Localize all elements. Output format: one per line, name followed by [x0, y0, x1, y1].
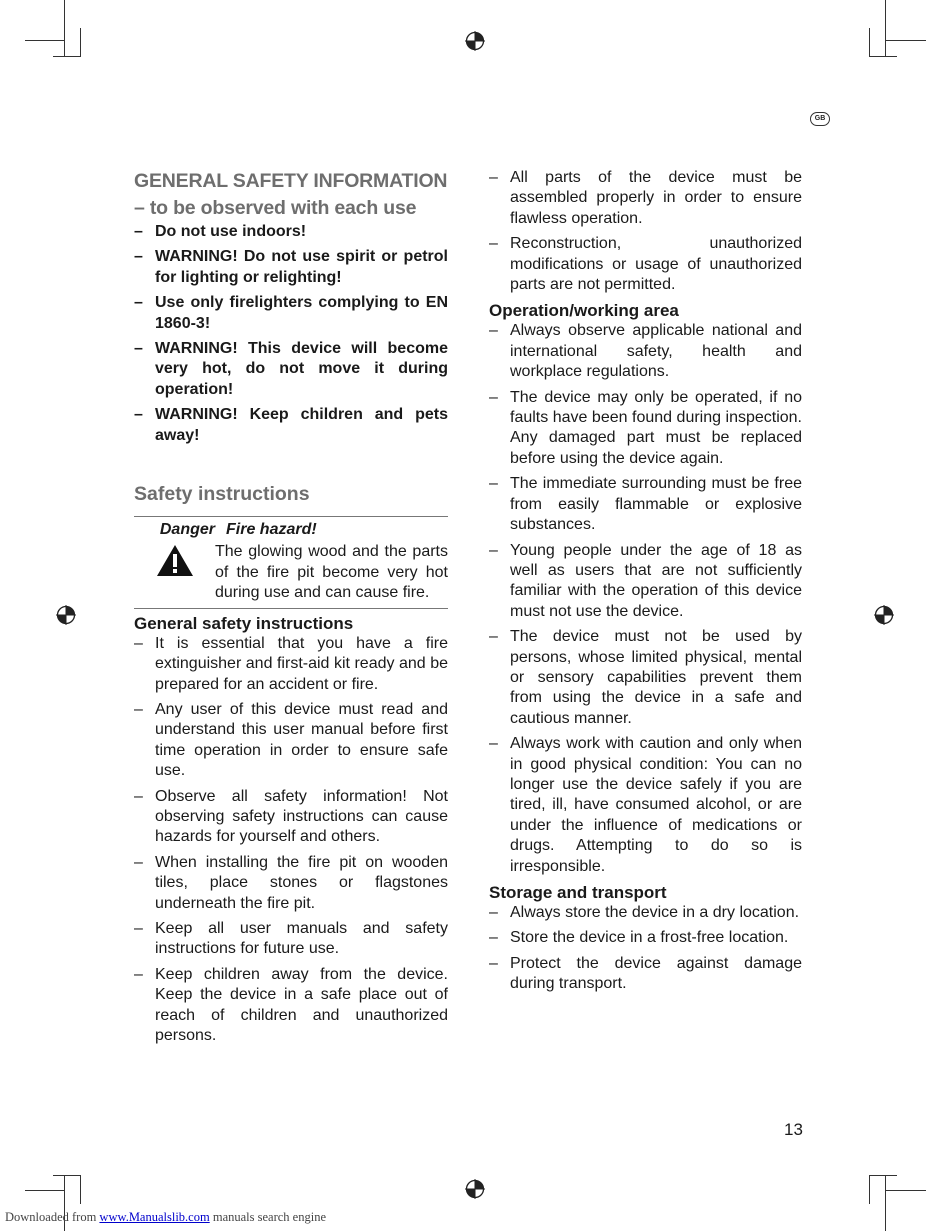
list-item: – Do not use indoors!: [134, 223, 307, 240]
registration-mark-icon: [465, 31, 485, 51]
operation-heading: Operation/working area: [489, 301, 679, 321]
crop-mark: [885, 1175, 886, 1231]
list-item: – When installing the fire pit on wooden tiles, place stones or flagstones underneath the fire pit.: [134, 853, 448, 912]
download-footer: [5, 1210, 326, 1225]
list-item: – Keep all user manuals and safety instructions for future use.: [134, 919, 448, 958]
footer-suffix: manuals search engine: [212, 1210, 326, 1224]
list-item: – The device must not be used by persons, whose limited physical, mental or sensory capabilities prevent them from using the device in a safe and cautious manner.: [489, 628, 802, 727]
list-item: – WARNING! This device will become very hot, do not move it during operation!: [134, 340, 448, 398]
crop-mark: [869, 28, 870, 57]
language-badge: GB: [810, 112, 830, 126]
crop-mark: [885, 0, 886, 57]
crop-mark: [64, 0, 65, 57]
crop-mark: [886, 1190, 926, 1191]
crop-mark: [80, 1175, 81, 1204]
list-item: – Observe all safety information! Not observing safety instructions can cause hazards for yourself and others.: [134, 787, 448, 846]
list-item: – Keep children away from the device. Keep the device in a safe place out of reach of children and unauthorized persons.: [134, 965, 448, 1044]
crop-mark: [53, 1175, 81, 1176]
section-title: [134, 168, 448, 222]
registration-mark-icon: [874, 605, 894, 625]
crop-mark: [25, 1190, 65, 1191]
storage-list: [489, 903, 802, 995]
danger-text: The glowing wood and the parts of the fire pit become very hot during use and can cause fire.: [215, 543, 448, 602]
list-item: – Always store the device in a dry location.: [489, 904, 800, 921]
crop-mark: [80, 28, 81, 57]
safety-instructions-heading: Safety instructions: [134, 483, 310, 506]
list-item: – All parts of the device must be assembled properly in order to ensure flawless operation.: [489, 169, 802, 227]
operation-list: [489, 321, 802, 877]
list-item: – Reconstruction, unauthorized modifications or usage of unauthorized parts are not permitted.: [489, 235, 802, 294]
general-safety-list: [134, 634, 448, 1047]
danger-title: Fire hazard!: [226, 521, 317, 539]
crop-mark: [869, 1175, 897, 1176]
list-item: – WARNING! Do not use spirit or petrol for lighting or relighting!: [134, 248, 448, 286]
assembly-list: [489, 168, 802, 295]
crop-mark: [869, 56, 897, 57]
left-column: [134, 168, 448, 1051]
list-item: – Store the device in a frost-free location.: [489, 929, 789, 947]
crop-mark: [869, 1175, 870, 1204]
list-item: – Any user of this device must read and understand this user manual before first time operation in order to ensure safe use.: [134, 700, 448, 780]
list-item: – Use only firelighters complying to EN 1860-3!: [134, 294, 448, 332]
warning-list: [134, 222, 448, 446]
list-item: – Young people under the age of 18 as well as users that are not sufficiently familiar with the operation of this device must not use the device.: [489, 541, 802, 620]
section-title-line2: – to be observed with each use: [134, 197, 417, 219]
danger-box: [134, 516, 448, 609]
list-item: – It is essential that you have a fire extinguisher and first-aid kit ready and be prepared for an accident or fire.: [134, 634, 448, 693]
storage-heading: Storage and transport: [489, 883, 667, 902]
list-item: – Always observe applicable national and international safety, health and workplace regulations.: [489, 322, 802, 381]
crop-mark: [53, 56, 81, 57]
registration-mark-icon: [56, 605, 76, 625]
page-number: 13: [784, 1120, 803, 1139]
crop-mark: [25, 40, 65, 41]
footer-prefix: Downloaded from: [5, 1210, 97, 1224]
right-column: [489, 168, 802, 1000]
list-item: – WARNING! Keep children and pets away!: [134, 406, 448, 444]
section-title-line1: GENERAL SAFETY INFORMATION: [134, 170, 448, 192]
registration-mark-icon: [465, 1179, 485, 1199]
list-item: – Protect the device against damage during transport.: [489, 954, 802, 993]
list-item: – Always work with caution and only when in good physical condition: You can no longer use the device safely if you are tired, ill, have consumed alcohol, or are under the influence of medications or drugs. Attempting to do so is irresponsible.: [489, 735, 802, 875]
list-item: – The device may only be operated, if no faults have been found during inspection. Any damaged part must be replaced before using the device again.: [489, 388, 802, 467]
danger-label: Danger: [159, 521, 215, 539]
list-item: – The immediate surrounding must be free from easily flammable or explosive substances.: [489, 475, 802, 534]
crop-mark: [886, 40, 926, 41]
general-safety-heading: General safety instructions: [134, 613, 354, 633]
manualslib-link[interactable]: www.Manualslib.com: [99, 1210, 210, 1224]
warning-triangle-icon: [156, 544, 194, 577]
